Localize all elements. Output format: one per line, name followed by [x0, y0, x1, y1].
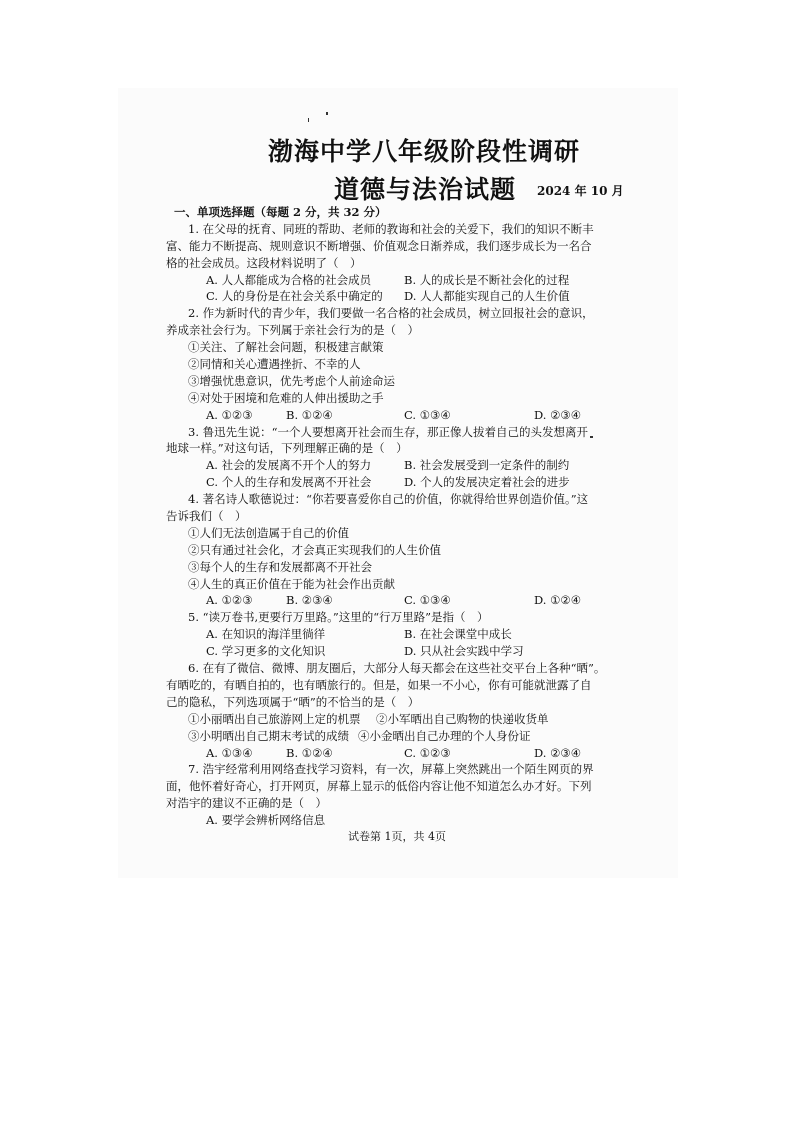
statement-item: ④人生的真正价值在于能为社会作出贡献	[188, 576, 395, 591]
page-footer: 试卷第 1页，共 4页	[348, 830, 446, 843]
option-d[interactable]: D. 只从社会实践中学习	[404, 644, 524, 659]
question-2	[166, 305, 636, 423]
question-stem-line: 地球一样。”对这句话，下列理解正确的是（ ）	[166, 441, 408, 456]
statement-item: ③每个人的生存和发展都离不开社会	[188, 559, 372, 574]
question-stem-line: 对浩宇的建议不正确的是（ ）	[166, 796, 327, 811]
school-title: 渤海中学八年级阶段性调研	[268, 137, 581, 166]
question-stem-line: 5. “读万卷书,更要行万里路。”这里的“行万里路”是指（ ）	[188, 610, 489, 625]
option-d[interactable]: D. 人人都能实现自己的人生价值	[404, 289, 570, 304]
question-1	[166, 221, 636, 305]
question-5	[166, 609, 636, 660]
statement-item: ④对处于困境和危难的人伸出援助之手	[188, 390, 384, 405]
statement-item: ③增强忧患意识，优先考虑个人前途命运	[188, 373, 395, 388]
subject-title: 道德与法治试题	[334, 175, 517, 204]
option-c[interactable]: C. ①②③	[404, 745, 451, 760]
option-d[interactable]: D. ②③④	[534, 407, 582, 422]
question-stem-line: 3. 鲁迅先生说：“一个人要想离开社会而生存，那正像人拔着自己的头发想离开	[188, 424, 589, 439]
option-d[interactable]: D. ①②④	[534, 593, 582, 608]
option-d[interactable]: D. 个人的发展决定着社会的进步	[404, 475, 570, 490]
option-b[interactable]: B. ①②④	[286, 407, 333, 422]
option-a[interactable]: A. ①②③	[206, 407, 253, 422]
question-stem-line: 富、能力不断提高、规则意识不断增强、价值观念日渐养成，我们逐步成长为一名合	[166, 238, 592, 253]
question-stem-line: 告诉我们（ ）	[166, 509, 247, 524]
option-c[interactable]: C. ①③④	[404, 407, 451, 422]
option-a[interactable]: A. ①②③	[206, 593, 253, 608]
option-b[interactable]: B. ①②④	[286, 745, 333, 760]
statement-item: ①小丽晒出自己旅游网上定的机票	[188, 711, 361, 726]
question-stem-line: 2. 作为新时代的青少年，我们要做一名合格的社会成员，树立回报社会的意识，	[188, 306, 594, 321]
scan-speck	[326, 112, 328, 115]
question-7	[166, 761, 636, 829]
option-a[interactable]: A. 要学会辨析网络信息	[206, 813, 326, 828]
option-a[interactable]: A. 社会的发展离不开个人的努力	[206, 458, 372, 473]
statement-item: ④小金晒出自己办理的个人身份证	[358, 728, 531, 743]
option-a[interactable]: A. ①③④	[206, 745, 253, 760]
option-c[interactable]: C. 人的身份是在社会关系中确定的	[206, 289, 383, 304]
option-a[interactable]: A. 在知识的海洋里徜徉	[206, 627, 326, 642]
scan-speck	[308, 118, 309, 122]
option-a[interactable]: A. 人人都能成为合格的社会成员	[206, 272, 372, 287]
question-stem-line: 养成亲社会行为。下列属于亲社会行为的是（ ）	[166, 323, 419, 338]
question-6	[166, 660, 636, 761]
question-stem-line: 有晒吃的，有晒自拍的，也有晒旅行的。但是，如果一不小心，你有可能就泄露了自	[166, 677, 592, 692]
statement-item: ②小军晒出自己购物的快递收货单	[376, 711, 549, 726]
statement-item: ①关注、了解社会问题，积极建言献策	[188, 340, 384, 355]
option-b[interactable]: B. 人的成长是不断社会化的过程	[404, 272, 570, 287]
exam-body	[166, 204, 636, 829]
exam-date: 2024 年 10 月	[537, 184, 624, 198]
statement-item: ②同情和关心遭遇挫折、不幸的人	[188, 357, 361, 372]
section-heading: 一、单项选择题（每题 2 分，共 32 分）	[174, 205, 387, 219]
question-3	[166, 424, 636, 492]
question-stem-line: 格的社会成员。这段材料说明了（ ）	[166, 255, 362, 270]
option-c[interactable]: C. 学习更多的文化知识	[206, 644, 326, 659]
statement-item: ②只有通过社会化，才会真正实现我们的人生价值	[188, 542, 441, 557]
option-b[interactable]: B. 社会发展受到一定条件的制约	[404, 458, 570, 473]
question-stem-line: 面，他怀着好奇心，打开网页，屏幕上显示的低俗内容让他不知道怎么办才好。下列	[166, 779, 592, 794]
question-stem-line: 己的隐私，下列选项属于“晒”的不恰当的是（ ）	[166, 694, 420, 709]
statement-item: ③小明晒出自己期末考试的成绩	[188, 728, 349, 743]
question-4	[166, 491, 636, 609]
question-stem-line: 7. 浩宇经常利用网络查找学习资料，有一次，屏幕上突然跳出一个陌生网页的界	[188, 762, 594, 777]
option-c[interactable]: C. 个人的生存和发展离不开社会	[206, 475, 372, 490]
option-d[interactable]: D. ②③④	[534, 745, 582, 760]
question-stem-line: 4. 著名诗人歌德说过：“你若要喜爱你自己的价值，你就得给世界创造价值。”这	[188, 492, 589, 507]
option-b[interactable]: B. 在社会课堂中成长	[404, 627, 512, 642]
question-stem-line: 6. 在有了微信、微博、朋友圈后，大部分人每天都会在这些社交平台上各种“晒”。	[188, 661, 606, 676]
statement-item: ①人们无法创造属于自己的价值	[188, 525, 349, 540]
option-b[interactable]: B. ②③④	[286, 593, 333, 608]
question-stem-line: 1. 在父母的抚育、同班的帮助、老师的教诲和社会的关爱下，我们的知识不断丰	[188, 221, 594, 236]
option-c[interactable]: C. ①③④	[404, 593, 451, 608]
